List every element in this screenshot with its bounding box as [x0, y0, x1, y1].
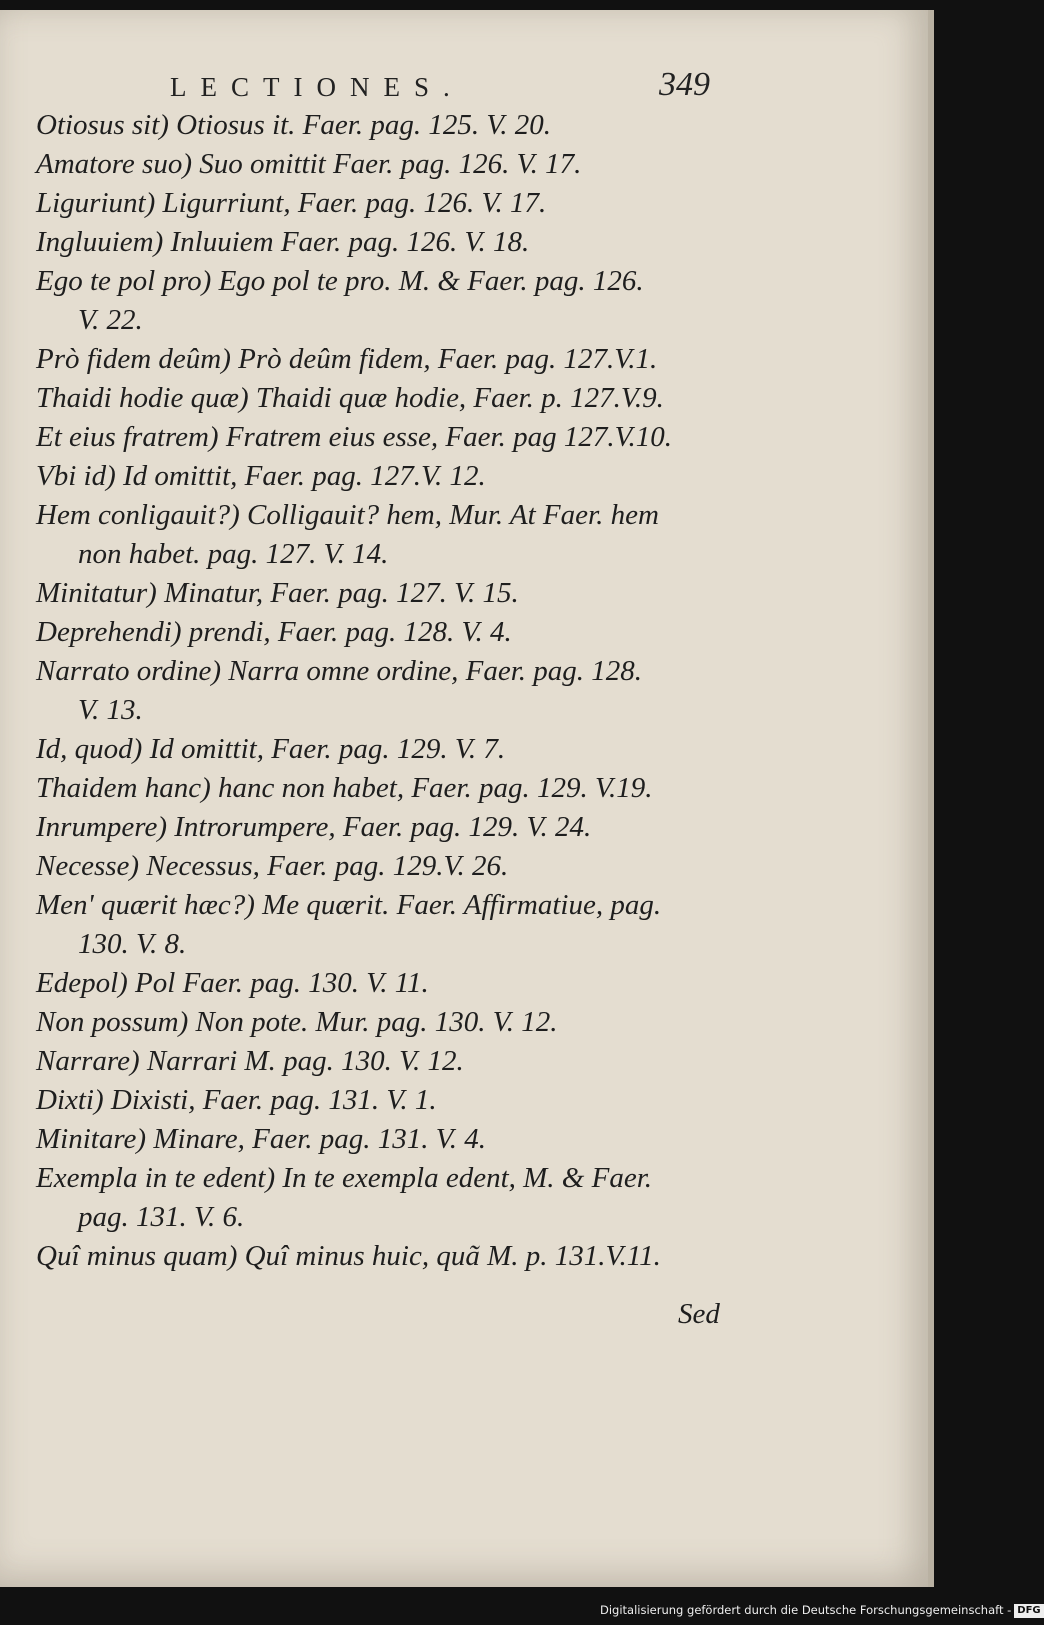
entry-text: Ego te pol pro) Ego pol te pro. M. & Faer. pag. 126.	[36, 265, 644, 297]
entry-text: Edepol) Pol Faer. pag. 130. V. 11.	[36, 967, 429, 999]
entry-text: Amatore suo) Suo omittit Faer. pag. 126. V. 17.	[36, 148, 582, 180]
entry-text: Inrumpere) Introrumpere, Faer. pag. 129. V. 24.	[36, 811, 592, 843]
entry-text: Deprehendi) prendi, Faer. pag. 128. V. 4.	[36, 616, 512, 648]
reading-entry	[36, 652, 726, 730]
entry-text: Non possum) Non pote. Mur. pag. 130. V. 12.	[36, 1006, 558, 1038]
entry-continuation: V. 22.	[78, 304, 143, 336]
page-header	[170, 68, 710, 108]
entry-text: Necesse) Necessus, Faer. pag. 129.V. 26.	[36, 850, 509, 882]
reading-entry	[36, 1003, 726, 1042]
credit-text: Digitalisierung gefördert durch die Deutsche Forschungsgemeinschaft -	[600, 1603, 1012, 1617]
reading-entry	[36, 1237, 726, 1276]
entry-text: Minitare) Minare, Faer. pag. 131. V. 4.	[36, 1123, 486, 1155]
entry-text: Otiosus sit) Otiosus it. Faer. pag. 125. V. 20.	[36, 109, 552, 141]
entry-text: Men' quærit hæc?) Me quærit. Faer. Affirmatiue, pag.	[36, 889, 662, 921]
entry-text: Prò fidem deûm) Prò deûm fidem, Faer. pag. 127.V.1.	[36, 343, 658, 375]
reading-entry	[36, 730, 726, 769]
entry-continuation: pag. 131. V. 6.	[78, 1201, 245, 1233]
reading-entry	[36, 1081, 726, 1120]
entry-text: Ingluuiem) Inluuiem Faer. pag. 126. V. 18.	[36, 226, 530, 258]
reading-entry	[36, 808, 726, 847]
dfg-logo: DFG	[1014, 1604, 1043, 1618]
reading-entry	[36, 574, 726, 613]
reading-entry	[36, 379, 726, 418]
page-number: 349	[659, 66, 710, 103]
entry-text: Narrato ordine) Narra omne ordine, Faer. pag. 128.	[36, 655, 643, 687]
entry-text: Liguriunt) Ligurriunt, Faer. pag. 126. V. 17.	[36, 187, 547, 219]
book-page	[0, 10, 934, 1587]
reading-entry	[36, 847, 726, 886]
entry-text: Exempla in te edent) In te exempla edent, M. & Faer.	[36, 1162, 653, 1194]
reading-entry	[36, 769, 726, 808]
reading-entry	[36, 1120, 726, 1159]
reading-entry	[36, 1159, 726, 1237]
reading-entry	[36, 223, 726, 262]
reading-entry	[36, 457, 726, 496]
reading-entry	[36, 106, 726, 145]
entry-text: Quî minus quam) Quî minus huic, quã M. p. 131.V.11.	[36, 1240, 661, 1272]
running-head: LECTIONES.	[170, 72, 464, 102]
catchword: Sed	[678, 1298, 720, 1330]
entry-text: Thaidi hodie quæ) Thaidi quæ hodie, Faer. p. 127.V.9.	[36, 382, 664, 414]
entry-continuation: V. 13.	[78, 694, 143, 726]
digitization-credit	[600, 1599, 1041, 1621]
reading-entry	[36, 886, 726, 964]
entry-text: Narrare) Narrari M. pag. 130. V. 12.	[36, 1045, 464, 1077]
variant-readings-list	[36, 106, 726, 1276]
reading-entry	[36, 145, 726, 184]
reading-entry	[36, 418, 726, 457]
reading-entry	[36, 496, 726, 574]
entry-text: Hem conligauit?) Colligauit? hem, Mur. At Faer. hem	[36, 499, 659, 531]
entry-text: Thaidem hanc) hanc non habet, Faer. pag. 129. V.19.	[36, 772, 653, 804]
entry-continuation: non habet. pag. 127. V. 14.	[78, 538, 389, 570]
entry-text: Id, quod) Id omittit, Faer. pag. 129. V. 7.	[36, 733, 506, 765]
entry-text: Minitatur) Minatur, Faer. pag. 127. V. 15.	[36, 577, 519, 609]
entry-text: Dixti) Dixisti, Faer. pag. 131. V. 1.	[36, 1084, 437, 1116]
reading-entry	[36, 964, 726, 1003]
entry-continuation: 130. V. 8.	[78, 928, 187, 960]
reading-entry	[36, 340, 726, 379]
reading-entry	[36, 613, 726, 652]
entry-text: Et eius fratrem) Fratrem eius esse, Faer. pag 127.V.10.	[36, 421, 673, 453]
reading-entry	[36, 262, 726, 340]
reading-entry	[36, 1042, 726, 1081]
entry-text: Vbi id) Id omittit, Faer. pag. 127.V. 12.	[36, 460, 486, 492]
reading-entry	[36, 184, 726, 223]
